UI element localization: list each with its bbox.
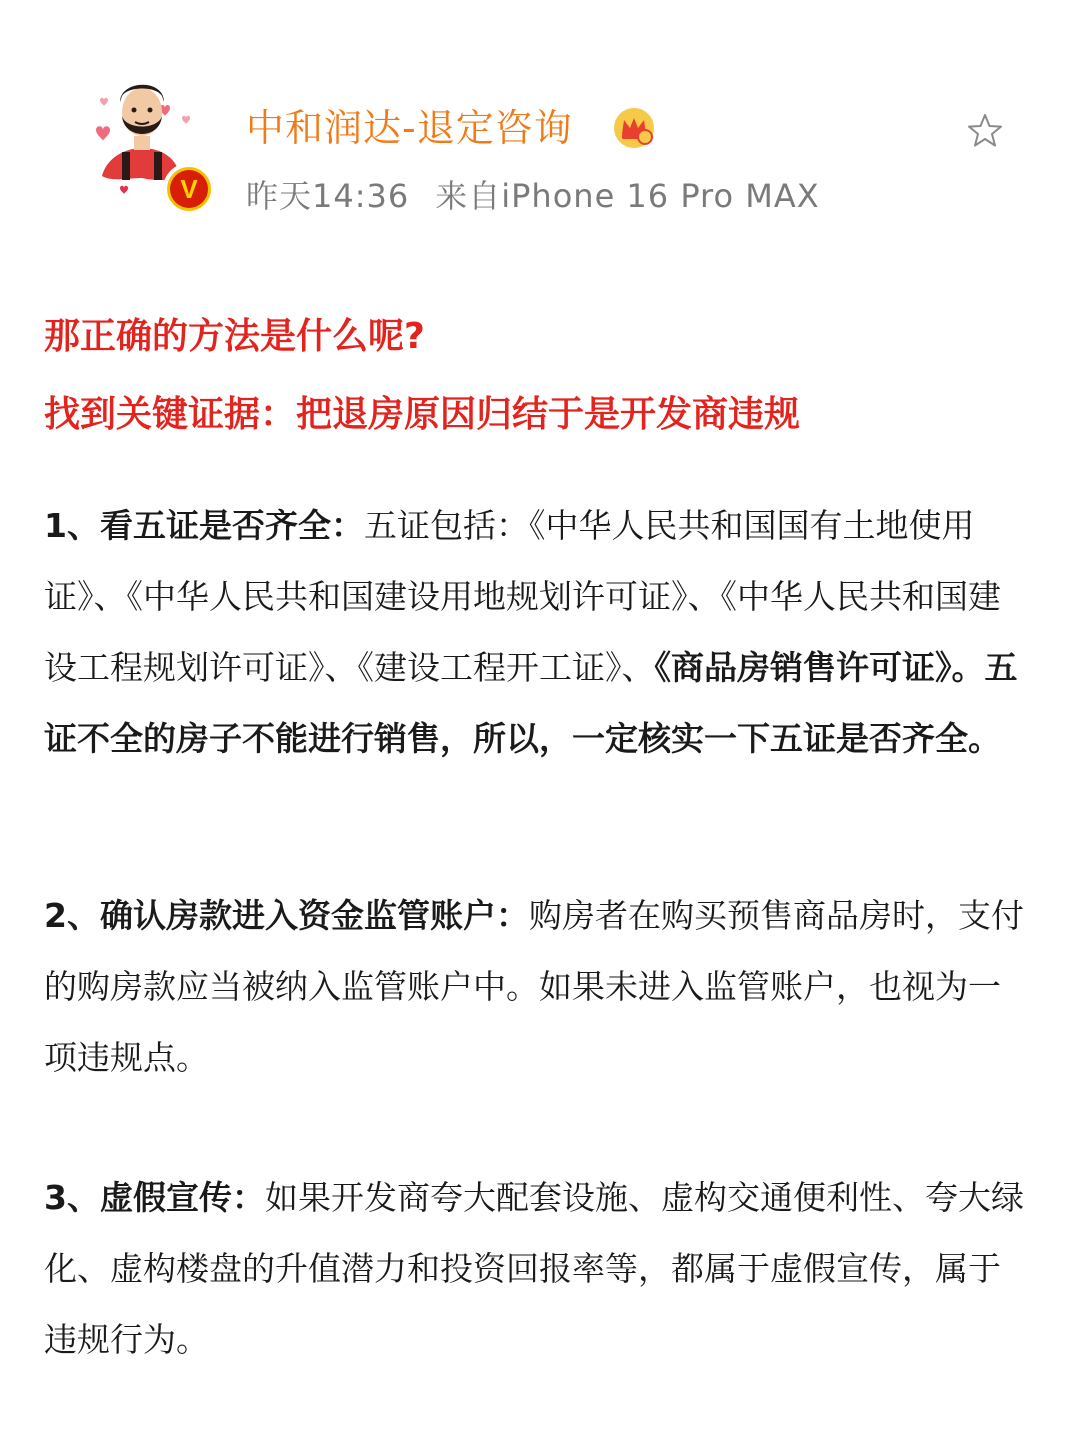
- section-title: 3、虚假宣传：: [44, 1178, 265, 1217]
- section-text: 购房者在购买预售商品房时，支付的购房款应当被纳入监管账户中。如果未进入监管账户，也视为一项违规点。: [44, 896, 1024, 1077]
- section-false-advertising: [44, 1162, 1029, 1375]
- post-meta: [246, 176, 820, 216]
- crown-icon: [612, 106, 656, 150]
- username[interactable]: 中和润达-退定咨询: [246, 106, 573, 150]
- section-text: 如果开发商夸大配套设施、虚构交通便利性、夸大绿化、虚构楼盘的升值潜力和投资回报率等，都属于虚假宣传，属于违规行为。: [44, 1178, 1024, 1359]
- section-bold-text: 《商品房销售许可证》。五证不全的房子不能进行销售，所以，一定核实一下五证是否齐全。: [44, 648, 1018, 758]
- post-source: 来自iPhone 16 Pro MAX: [435, 177, 820, 215]
- star-icon[interactable]: [966, 112, 1004, 150]
- heading-question: 那正确的方法是什么呢?: [44, 316, 425, 357]
- post-time: 昨天14:36: [246, 177, 410, 215]
- section-escrow-account: [44, 880, 1029, 1093]
- section-text: 五证包括：《中华人民共和国国有土地使用证》、《中华人民共和国建设用地规划许可证》、《中华人民共和国建设工程规划许可证》、《建设工程开工证》、: [44, 506, 1001, 687]
- heading-key-evidence: 找到关键证据：把退房原因归结于是开发商违规: [44, 394, 801, 435]
- section-title: 2、确认房款进入资金监管账户：: [44, 896, 529, 935]
- section-five-certificates: [44, 490, 1029, 774]
- vip-badge-icon: V: [163, 163, 215, 215]
- section-title: 1、看五证是否齐全：: [44, 506, 364, 545]
